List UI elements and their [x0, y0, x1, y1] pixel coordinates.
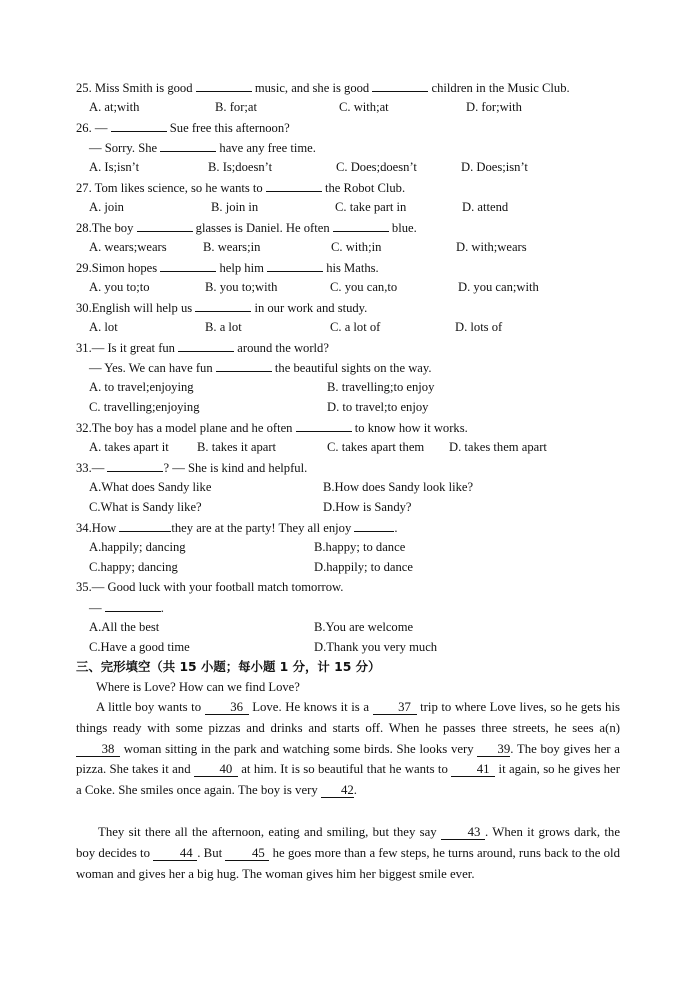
question-32 — [76, 419, 468, 436]
option-b[interactable]: B.happy; to dance — [314, 540, 406, 554]
cloze-blank-45[interactable]: 45 — [225, 846, 269, 861]
option-c[interactable]: C.happy; dancing — [89, 560, 178, 574]
question-35 — [76, 579, 343, 595]
answer-blank[interactable] — [119, 519, 171, 532]
passage-text: woman sitting in the park and watching some birds. She looks very — [120, 741, 478, 756]
option-b[interactable]: B. for;at — [215, 100, 257, 114]
question-text: 29.Simon hopes — [76, 261, 161, 275]
option-d[interactable]: D. Does;isn’t — [461, 160, 528, 174]
cloze-blank-42[interactable]: 42 — [321, 783, 354, 798]
question-text: glasses is Daniel. He often — [192, 221, 333, 235]
question-text: the beautiful sights on the way. — [271, 361, 432, 375]
option-c[interactable]: C. with;in — [331, 240, 382, 254]
answer-blank[interactable] — [372, 79, 428, 92]
question-text: 30.English will help us — [76, 301, 196, 315]
option-a[interactable]: A. to travel;enjoying — [89, 380, 194, 394]
option-d[interactable]: D.happily; to dance — [314, 560, 413, 574]
question-35-reply — [89, 599, 164, 616]
question-text: have any free time. — [216, 141, 316, 155]
question-34 — [76, 519, 398, 536]
cloze-blank-36[interactable]: 36 — [205, 700, 249, 715]
answer-blank[interactable] — [266, 179, 322, 192]
question-text: 34.How — [76, 521, 120, 535]
option-d[interactable]: D. lots of — [455, 320, 503, 334]
question-text: ? — She is kind and helpful. — [163, 461, 308, 475]
question-text: music, and she is good — [251, 81, 373, 95]
option-b[interactable]: B. travelling;to enjoy — [327, 380, 435, 394]
passage-text: at him. It is so beautiful that he wants to — [237, 762, 452, 777]
answer-blank[interactable] — [195, 299, 251, 312]
cloze-blank-40[interactable]: 40 — [194, 762, 238, 777]
question-31-reply — [89, 359, 432, 376]
question-33 — [76, 459, 307, 476]
question-28 — [76, 219, 417, 236]
question-text: 28.The boy — [76, 221, 137, 235]
option-b[interactable]: B. wears;in — [203, 240, 261, 254]
answer-blank[interactable] — [111, 119, 167, 132]
option-a[interactable]: A.All the best — [89, 620, 160, 634]
passage-text: They sit there all the afternoon, eating and smiling, but they say — [98, 825, 442, 839]
option-b[interactable]: B. join in — [211, 200, 259, 214]
cloze-blank-43[interactable]: 43 — [441, 825, 485, 840]
option-d[interactable]: D. for;with — [466, 100, 522, 114]
cloze-blank-38[interactable]: 38 — [76, 742, 120, 757]
question-26 — [76, 119, 290, 136]
passage-title: Where is Love? How can we find Love? — [96, 680, 300, 694]
answer-blank[interactable] — [267, 259, 323, 272]
question-text: — Yes. We can have fun — [89, 361, 216, 375]
option-b[interactable]: B.How does Sandy look like? — [323, 480, 474, 494]
option-d[interactable]: D. you can;with — [458, 280, 539, 294]
question-text: the Robot Club. — [321, 181, 406, 195]
option-b[interactable]: B. you to;with — [205, 280, 278, 294]
question-text: . — [394, 521, 398, 535]
question-text: blue. — [388, 221, 417, 235]
passage-text: Love. He knows it is a — [248, 700, 373, 714]
cloze-blank-37[interactable]: 37 — [373, 700, 417, 715]
option-a[interactable]: A. join — [89, 200, 124, 214]
option-a[interactable]: A. takes apart it — [89, 440, 169, 454]
cloze-blank-44[interactable]: 44 — [153, 846, 197, 861]
passage-text: . When it grows dark, the boy decides to — [76, 825, 621, 860]
cloze-blank-39[interactable]: 39 — [477, 742, 510, 757]
cloze-blank-41[interactable]: 41 — [451, 762, 495, 777]
answer-blank[interactable] — [178, 339, 234, 352]
option-b[interactable]: B. Is;doesn’t — [208, 160, 273, 174]
option-a[interactable]: A. you to;to — [89, 280, 150, 294]
option-d[interactable]: D. attend — [462, 200, 509, 214]
option-d[interactable]: D. to travel;to enjoy — [327, 400, 429, 414]
option-c[interactable]: C.Have a good time — [89, 640, 190, 654]
question-text: 33.— — [76, 461, 108, 475]
answer-blank[interactable] — [105, 599, 161, 612]
question-text: around the world? — [234, 341, 329, 355]
question-text: to know how it works. — [351, 421, 468, 435]
option-a[interactable]: A.What does Sandy like — [89, 480, 212, 494]
passage-text: trip to where Love lives, so he gets his things ready with some pizzas and drinks and starts off. When he passes three streets, he sees a(n) — [76, 700, 620, 735]
option-d[interactable]: D. takes them apart — [449, 440, 547, 454]
option-b[interactable]: B. a lot — [205, 320, 242, 334]
answer-blank[interactable] — [160, 259, 216, 272]
question-text: 35.— Good luck with your football match tomorrow. — [76, 580, 344, 594]
question-text: 25. Miss Smith is good — [76, 81, 196, 95]
answer-blank[interactable] — [296, 419, 352, 432]
answer-blank[interactable] — [216, 359, 272, 372]
question-text: — Sorry. She — [89, 141, 161, 155]
question-text: 31.— Is it great fun — [76, 341, 179, 355]
answer-blank[interactable] — [137, 219, 193, 232]
passage-text: he goes more than a few steps, he turns around, runs back to the old woman and gives her a big hug. The woman gives him her biggest smile ever. — [76, 845, 621, 881]
passage-text: . The boy gives her a pizza. She takes it and — [76, 741, 620, 777]
answer-blank[interactable] — [333, 219, 389, 232]
question-text: help him — [216, 261, 268, 275]
option-a[interactable]: A. wears;wears — [89, 240, 167, 254]
section-heading: 三、完形填空（共 15 小题；每小题 1 分，计 15 分） — [76, 659, 381, 674]
question-text: . — [160, 601, 164, 615]
question-text: Sue free this afternoon? — [166, 121, 290, 135]
question-text: 32.The boy has a model plane and he often — [76, 421, 296, 435]
question-text: — — [89, 601, 105, 615]
passage-text: it again, so he gives her a Coke. She smiles once again. The boy is very — [76, 762, 620, 798]
passage-text: A little boy wants to — [96, 700, 205, 714]
answer-blank[interactable] — [354, 519, 394, 532]
question-31 — [76, 339, 329, 356]
option-c[interactable]: C. with;at — [339, 100, 389, 114]
option-d[interactable]: D.Thank you very much — [314, 640, 438, 654]
option-a[interactable]: A.happily; dancing — [89, 540, 186, 554]
passage-paragraph-2 — [76, 822, 620, 884]
answer-blank[interactable] — [107, 459, 163, 472]
option-d[interactable]: D. with;wears — [456, 240, 527, 254]
question-text: they are at the party! They all enjoy — [171, 521, 355, 535]
passage-paragraph-1 — [76, 697, 620, 801]
option-a[interactable]: A. at;with — [89, 100, 140, 114]
question-text: 26. — — [76, 121, 111, 135]
question-text: 27. Tom likes science, so he wants to — [76, 181, 266, 195]
option-c[interactable]: C. Does;doesn’t — [336, 160, 417, 174]
option-d[interactable]: D.How is Sandy? — [323, 500, 412, 514]
option-b[interactable]: B. takes it apart — [197, 440, 277, 454]
option-a[interactable]: A. lot — [89, 320, 118, 334]
answer-blank[interactable] — [160, 139, 216, 152]
option-c[interactable]: C. takes apart them — [327, 440, 425, 454]
passage-text: . — [353, 783, 357, 798]
question-25 — [76, 79, 570, 96]
question-text: in our work and study. — [251, 301, 368, 315]
question-26-reply — [89, 139, 316, 156]
option-c[interactable]: C. a lot of — [330, 320, 381, 334]
passage-text: . But — [197, 845, 226, 860]
option-c[interactable]: C. travelling;enjoying — [89, 400, 200, 414]
question-30 — [76, 299, 367, 316]
question-27 — [76, 179, 405, 196]
answer-blank[interactable] — [196, 79, 252, 92]
question-29 — [76, 259, 379, 276]
option-c[interactable]: C. you can,to — [330, 280, 398, 294]
option-a[interactable]: A. Is;isn’t — [89, 160, 140, 174]
question-text: his Maths. — [323, 261, 379, 275]
option-b[interactable]: B.You are welcome — [314, 620, 414, 634]
question-text: children in the Music Club. — [428, 81, 570, 95]
option-c[interactable]: C.What is Sandy like? — [89, 500, 202, 514]
option-c[interactable]: C. take part in — [335, 200, 407, 214]
